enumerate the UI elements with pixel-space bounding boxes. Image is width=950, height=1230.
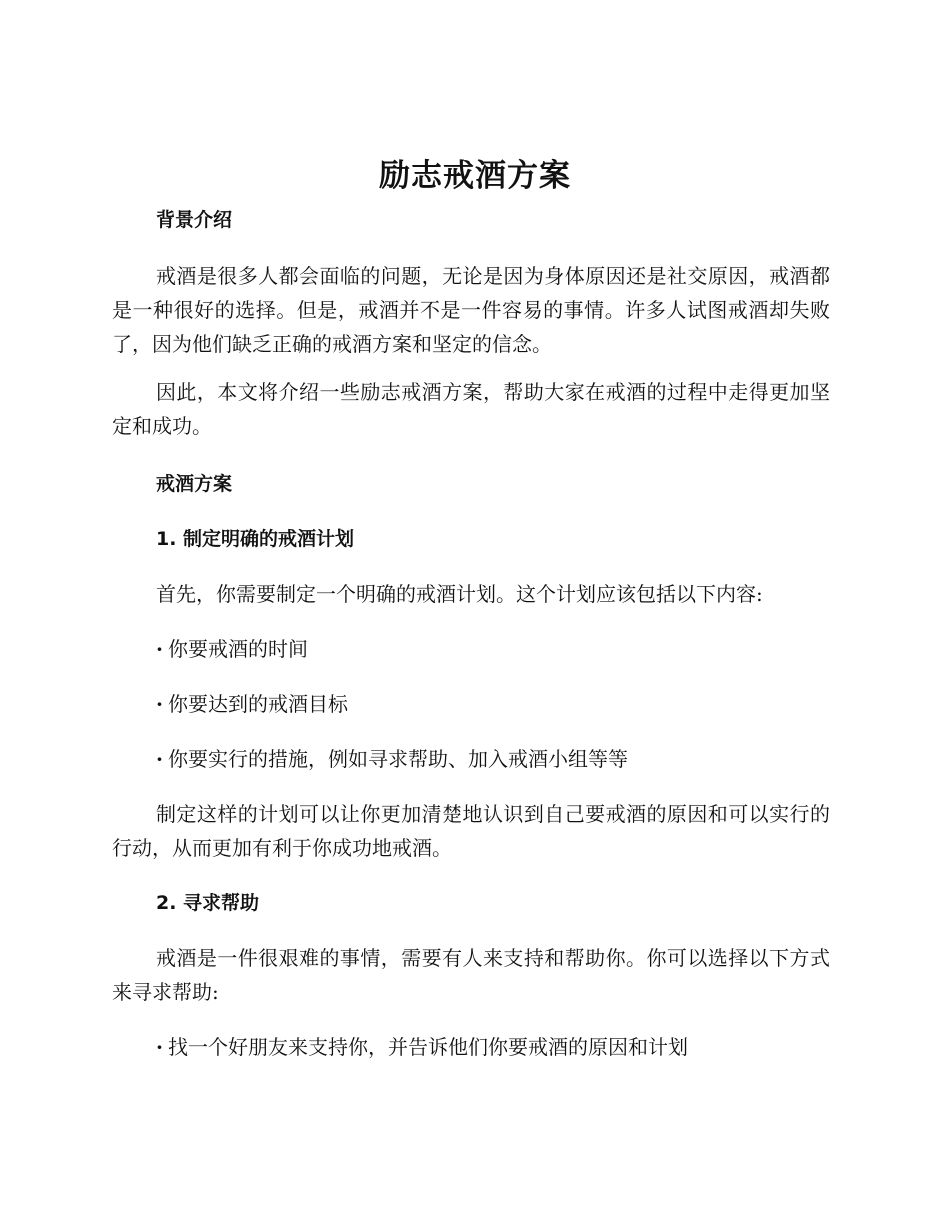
list-item (112, 742, 830, 776)
bullet-icon: · (156, 747, 163, 771)
list-item (112, 1030, 830, 1064)
bullet-icon: · (156, 637, 163, 661)
list-item-text: 你要实行的措施，例如寻求帮助、加入戒酒小组等等 (168, 747, 628, 771)
section-heading-background: 背景介绍 (156, 209, 233, 231)
list-item (112, 632, 830, 666)
step-2-intro: 戒酒是一件很艰难的事情，需要有人来支持和帮助你。你可以选择以下方式来寻求帮助: (112, 946, 830, 1004)
background-paragraph-2: 因此，本文将介绍一些励志戒酒方案，帮助大家在戒酒的过程中走得更加坚定和成功。 (112, 380, 830, 438)
list-item-text: 找一个好朋友来支持你，并告诉他们你要戒酒的原因和计划 (168, 1035, 688, 1059)
list-item-text: 你要达到的戒酒目标 (168, 692, 348, 716)
list-item-text: 你要戒酒的时间 (168, 637, 308, 661)
list-item (112, 687, 830, 721)
background-paragraph-1: 戒酒是很多人都会面临的问题，无论是因为身体原因还是社交原因，戒酒都是一种很好的选择。但是，戒酒并不是一件容易的事情。许多人试图戒酒却失败了，因为他们缺乏正确的戒酒方案和坚定的信念。 (112, 264, 830, 356)
step-1-outro: 制定这样的计划可以让你更加清楚地认识到自己要戒酒的原因和可以实行的行动，从而更加有利于你成功地戒酒。 (112, 802, 830, 860)
document-body (112, 203, 830, 1064)
document-title: 励志戒酒方案 (379, 158, 571, 194)
step-1-intro: 首先，你需要制定一个明确的戒酒计划。这个计划应该包括以下内容: (156, 582, 763, 606)
section-heading-plan: 戒酒方案 (156, 473, 233, 495)
step-1-heading: 1. 制定明确的戒酒计划 (156, 528, 355, 550)
bullet-icon: · (156, 692, 163, 716)
bullet-icon: · (156, 1035, 163, 1059)
step-2-heading: 2. 寻求帮助 (156, 892, 260, 914)
